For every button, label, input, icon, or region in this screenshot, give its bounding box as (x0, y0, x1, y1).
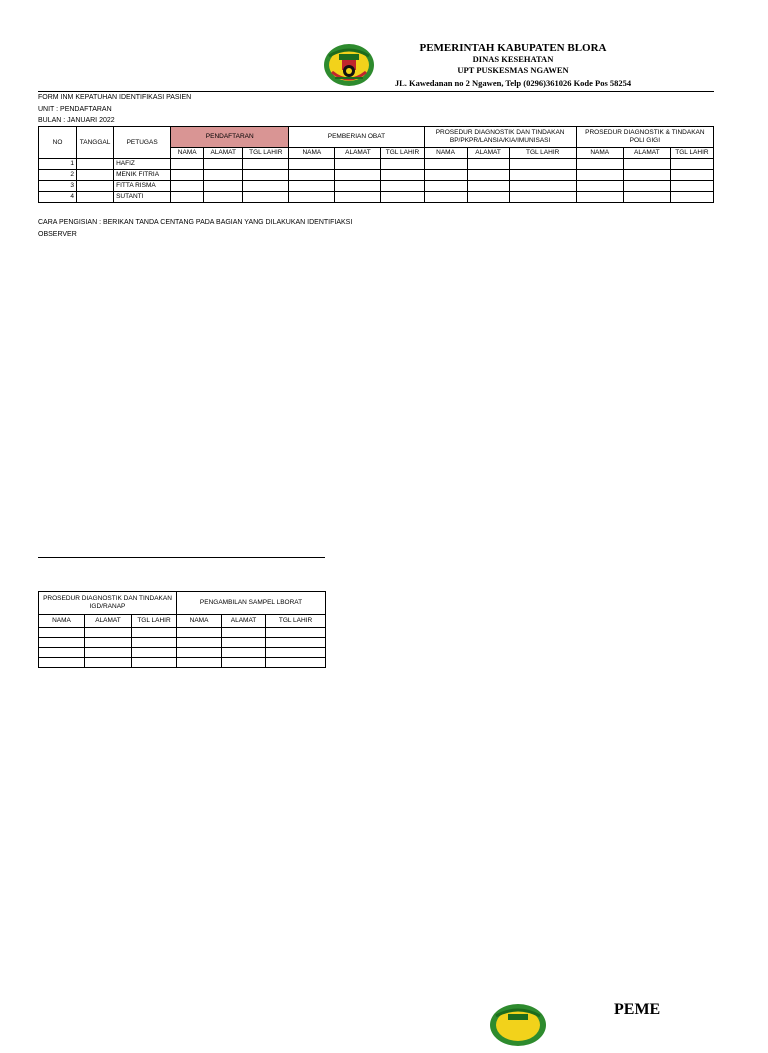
check-cell[interactable] (670, 159, 713, 170)
check-cell[interactable] (266, 658, 326, 668)
check-cell[interactable] (132, 638, 177, 648)
sub-name: NAMA (424, 148, 467, 159)
col-officer-header: PETUGAS (114, 127, 171, 159)
header-divider (38, 91, 714, 92)
address-line: JL. Kawedanan no 2 Ngawen, Telp (0296)361026 Kode Pos 58254 (394, 78, 632, 88)
check-cell[interactable] (222, 628, 266, 638)
observer-label: OBSERVER (38, 231, 77, 238)
sub-dob: TGL LAHIR (132, 615, 177, 628)
check-cell[interactable] (509, 192, 576, 203)
table-row (39, 170, 714, 181)
table-header-row (39, 127, 714, 148)
signature-line (38, 557, 325, 558)
next-page-header-fragment: PEME (614, 1001, 661, 1018)
sub-address: ALAMAT (467, 148, 509, 159)
check-cell[interactable] (132, 648, 177, 658)
check-cell[interactable] (177, 658, 222, 668)
sub-name: NAMA (289, 148, 335, 159)
check-cell[interactable] (623, 192, 670, 203)
check-cell[interactable] (576, 170, 623, 181)
check-cell[interactable] (623, 170, 670, 181)
check-cell[interactable] (576, 159, 623, 170)
check-cell[interactable] (171, 181, 204, 192)
col-no-header: NO (39, 127, 77, 159)
check-cell[interactable] (177, 628, 222, 638)
sub-dob: TGL LAHIR (243, 148, 289, 159)
check-cell[interactable] (509, 181, 576, 192)
row-date[interactable] (77, 181, 114, 192)
row-date[interactable] (77, 192, 114, 203)
row-officer: HAFIZ (114, 159, 171, 170)
sub-name: NAMA (177, 615, 222, 628)
row-no: 1 (39, 159, 77, 170)
check-cell[interactable] (335, 181, 381, 192)
table-subheader-row (39, 615, 326, 628)
check-cell[interactable] (381, 192, 424, 203)
puskesmas-name: UPT PUSKESMAS NGAWEN (457, 65, 569, 75)
check-cell[interactable] (177, 638, 222, 648)
row-date[interactable] (77, 170, 114, 181)
group-registration-header: PENDAFTARAN (171, 127, 289, 148)
table-row (39, 181, 714, 192)
col-date-header: TANGGAL (77, 127, 114, 159)
sub-address: ALAMAT (85, 615, 132, 628)
check-cell[interactable] (204, 192, 243, 203)
table-header-row (39, 592, 326, 615)
check-cell[interactable] (222, 638, 266, 648)
table-row (39, 658, 326, 668)
sub-name: NAMA (576, 148, 623, 159)
group-medication-header: PEMBERIAN OBAT (289, 127, 424, 148)
form-unit: UNIT : PENDAFTARAN (38, 106, 112, 113)
check-cell[interactable] (670, 192, 713, 203)
check-cell[interactable] (289, 181, 335, 192)
row-no: 2 (39, 170, 77, 181)
check-cell[interactable] (335, 170, 381, 181)
check-cell[interactable] (335, 159, 381, 170)
check-cell[interactable] (171, 192, 204, 203)
form-title: FORM INM KEPATUHAN IDENTIFIKASI PASIEN (38, 94, 192, 101)
check-cell[interactable] (204, 159, 243, 170)
check-cell[interactable] (381, 170, 424, 181)
check-cell[interactable] (424, 192, 467, 203)
check-cell[interactable] (576, 181, 623, 192)
sub-dob: TGL LAHIR (381, 148, 424, 159)
check-cell[interactable] (39, 658, 85, 668)
sub-address: ALAMAT (204, 148, 243, 159)
row-no: 4 (39, 192, 77, 203)
check-cell[interactable] (85, 638, 132, 648)
sub-dob: TGL LAHIR (509, 148, 576, 159)
group-dental-header: PROSEDUR DIAGNOSTIK & TINDAKAN POLI GIGI (576, 127, 713, 148)
form-month: BULAN : JANUARI 2022 (38, 117, 115, 124)
check-cell[interactable] (509, 159, 576, 170)
check-cell[interactable] (467, 181, 509, 192)
check-cell[interactable] (467, 170, 509, 181)
check-cell[interactable] (222, 648, 266, 658)
check-cell[interactable] (85, 648, 132, 658)
check-cell[interactable] (424, 159, 467, 170)
group-lab-header: PENGAMBILAN SAMPEL LBORAT (177, 592, 326, 615)
check-cell[interactable] (335, 192, 381, 203)
government-name: PEMERINTAH KABUPATEN BLORA (419, 42, 607, 54)
check-cell[interactable] (289, 170, 335, 181)
check-cell[interactable] (266, 628, 326, 638)
check-cell[interactable] (222, 658, 266, 668)
check-cell[interactable] (243, 192, 289, 203)
check-cell[interactable] (424, 181, 467, 192)
check-cell[interactable] (204, 170, 243, 181)
agency-name: DINAS KESEHATAN (472, 54, 554, 64)
check-cell[interactable] (289, 192, 335, 203)
row-date[interactable] (77, 159, 114, 170)
check-cell[interactable] (381, 181, 424, 192)
table-row (39, 638, 326, 648)
check-cell[interactable] (381, 159, 424, 170)
table-row (39, 192, 714, 203)
sub-address: ALAMAT (623, 148, 670, 159)
sub-dob: TGL LAHIR (670, 148, 713, 159)
check-cell[interactable] (289, 159, 335, 170)
check-cell[interactable] (670, 181, 713, 192)
row-officer: SUTANTI (114, 192, 171, 203)
procedure-table (38, 591, 326, 668)
check-cell[interactable] (85, 658, 132, 668)
row-officer: MENIK FITRIA (114, 170, 171, 181)
check-cell[interactable] (132, 628, 177, 638)
check-cell[interactable] (204, 181, 243, 192)
check-cell[interactable] (243, 170, 289, 181)
check-cell[interactable] (171, 159, 204, 170)
check-cell[interactable] (467, 159, 509, 170)
check-cell[interactable] (266, 648, 326, 658)
fill-instructions: CARA PENGISIAN : BERIKAN TANDA CENTANG PADA BAGIAN YANG DILAKUKAN IDENTIFIAKSI (38, 219, 353, 226)
check-cell[interactable] (467, 192, 509, 203)
group-diagnostic-bp-header: PROSEDUR DIAGNOSTIK DAN TINDAKAN BP/PKPR/LANSIA/KIA/IMUNISASI (424, 127, 576, 148)
table-row (39, 648, 326, 658)
check-cell[interactable] (85, 628, 132, 638)
check-cell[interactable] (670, 170, 713, 181)
check-cell[interactable] (243, 159, 289, 170)
sub-address: ALAMAT (335, 148, 381, 159)
check-cell[interactable] (177, 648, 222, 658)
sub-dob: TGL LAHIR (266, 615, 326, 628)
check-cell[interactable] (509, 170, 576, 181)
check-cell[interactable] (171, 170, 204, 181)
check-cell[interactable] (132, 658, 177, 668)
check-cell[interactable] (266, 638, 326, 648)
check-cell[interactable] (39, 628, 85, 638)
table-row (39, 159, 714, 170)
check-cell[interactable] (576, 192, 623, 203)
sub-name: NAMA (171, 148, 204, 159)
letterhead (348, 42, 678, 92)
check-cell[interactable] (39, 638, 85, 648)
table-row (39, 628, 326, 638)
check-cell[interactable] (623, 181, 670, 192)
check-cell[interactable] (39, 648, 85, 658)
blora-emblem-icon (488, 1002, 548, 1048)
sub-address: ALAMAT (222, 615, 266, 628)
sub-name: NAMA (39, 615, 85, 628)
check-cell[interactable] (424, 170, 467, 181)
row-no: 3 (39, 181, 77, 192)
check-cell[interactable] (243, 181, 289, 192)
group-igd-header: PROSEDUR DIAGNOSTIK DAN TINDAKAN IGD/RANAP (39, 592, 177, 615)
row-officer: FITTA RISMA (114, 181, 171, 192)
identification-table (38, 126, 714, 203)
check-cell[interactable] (623, 159, 670, 170)
